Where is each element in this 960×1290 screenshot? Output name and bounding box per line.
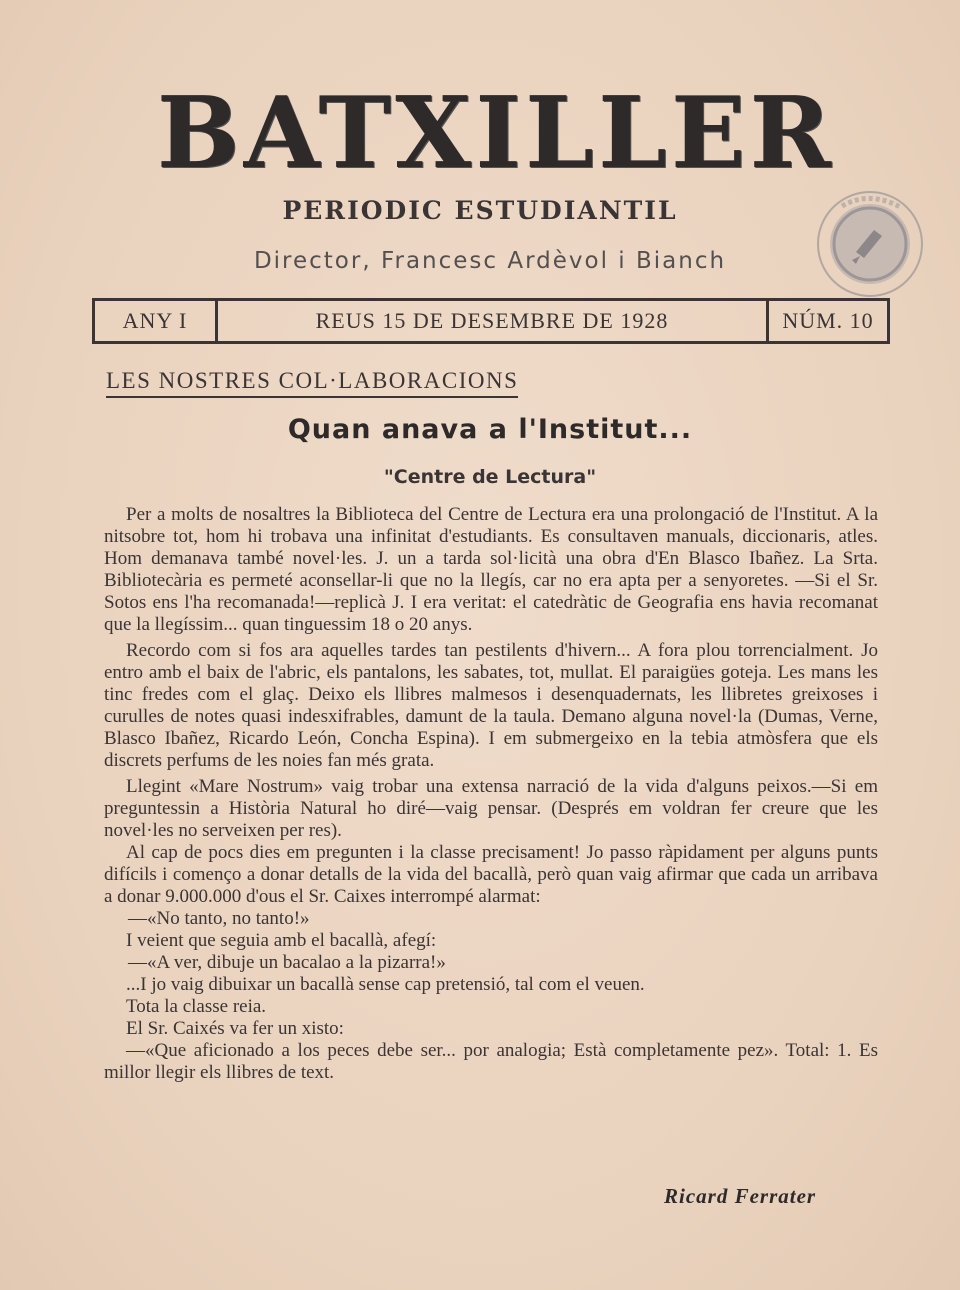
director-line: Director, Francesc Ardèvol i Bianch — [253, 248, 727, 274]
paragraph: Tota la classe reia. — [126, 996, 267, 1017]
dialogue-line: —«No tanto, no tanto!» — [128, 908, 310, 929]
library-stamp-icon — [812, 186, 928, 302]
paragraph: I veient que seguia amb el bacallà, afegí: — [126, 930, 437, 951]
masthead-subtitle: PERIODIC ESTUDIANTIL — [282, 196, 678, 225]
issue-year: ANY I — [95, 301, 218, 341]
author-signature: Ricard Ferrater — [664, 1184, 817, 1208]
article-subtitle: "Centre de Lectura" — [383, 466, 597, 488]
paragraph: Per a molts de nosaltres la Biblioteca del Centre de Lectura era una prolongació de l'Institut. A la nitsobre tot, hom hi trobava una infinitat d'estudiants. Es consultaven manuals, diccionaris, atles. Hom demanava també novel·les. J. un a tarda sol·licità una obra d'En Blasco Ibañez. La Srta. Bibliotecària es permeté aconsellar-li que no la llegís, car no era apta per a senyoretes. —Si el Sr. Sotos ens l'ha recomanada!—replicà J. I era veritat: el catedràtic de Geografia ens havia recomanat que la llegíssim... quan tinguessim 18 o 20 anys. — [104, 504, 878, 635]
paragraph: Al cap de pocs dies em pregunten i la classe precisament! Jo passo ràpidament per alguns punts difícils i començo a donar detalls de la vida del bacallà, però quan vaig afirmar que cada un arribava a donar 9.000.000 d'ous el Sr. Caixes interrompé alarmat: — [104, 842, 878, 907]
paragraph: —«Que aficionado a los peces debe ser... por analogia; Està completamente pez». Total: 1. Es millor llegir els llibres de text. — [104, 1040, 878, 1083]
dialogue-line: —«A ver, dibuje un bacalao a la pizarra!» — [128, 952, 446, 973]
issue-number: NÚM. 10 — [782, 308, 874, 333]
paragraph: Llegint «Mare Nostrum» vaig trobar una extensa narració de la vida d'alguns peixos.—Si em preguntessin a Història Natural ho diré—vaig pensar. (Després em voldran fer creure que les novel·les no serveixen per res). — [104, 776, 878, 841]
paragraph: ...I jo vaig dibuixar un bacallà sense cap pretensió, tal com el veuen. — [126, 974, 645, 995]
article-title: Quan anava a l'Institut... — [287, 414, 693, 445]
issue-info-bar — [92, 298, 890, 344]
paragraph: El Sr. Caixés va fer un xisto: — [126, 1018, 344, 1039]
issue-date: REUS 15 DE DESEMBRE DE 1928 — [218, 301, 769, 341]
paragraph: Recordo com si fos ara aquelles tardes tan pestilents d'hivern... A fora plou torrencialment. Jo entro amb el baix de l'abric, els pantalons, les sabates, tot, mullat. El paraigües goteja. Les mans les tinc fredes com el glaç. Deixo els llibres malmesos i desenquadernats, les llibretes greixoses i curulles de notes quasi indesxifrables, damunt de la taula. Demano alguna novel·la (Dumas, Verne, Blasco Ibañez, Ricardo León, Concha Espina). I em submergeixo en la tebia atmòsfera que els discrets perfums de les noies fan més grata. — [104, 640, 878, 771]
masthead-title: BATXILLER — [156, 76, 836, 191]
article-body — [104, 500, 878, 1084]
section-label: LES NOSTRES COL·LABORACIONS — [106, 368, 518, 398]
